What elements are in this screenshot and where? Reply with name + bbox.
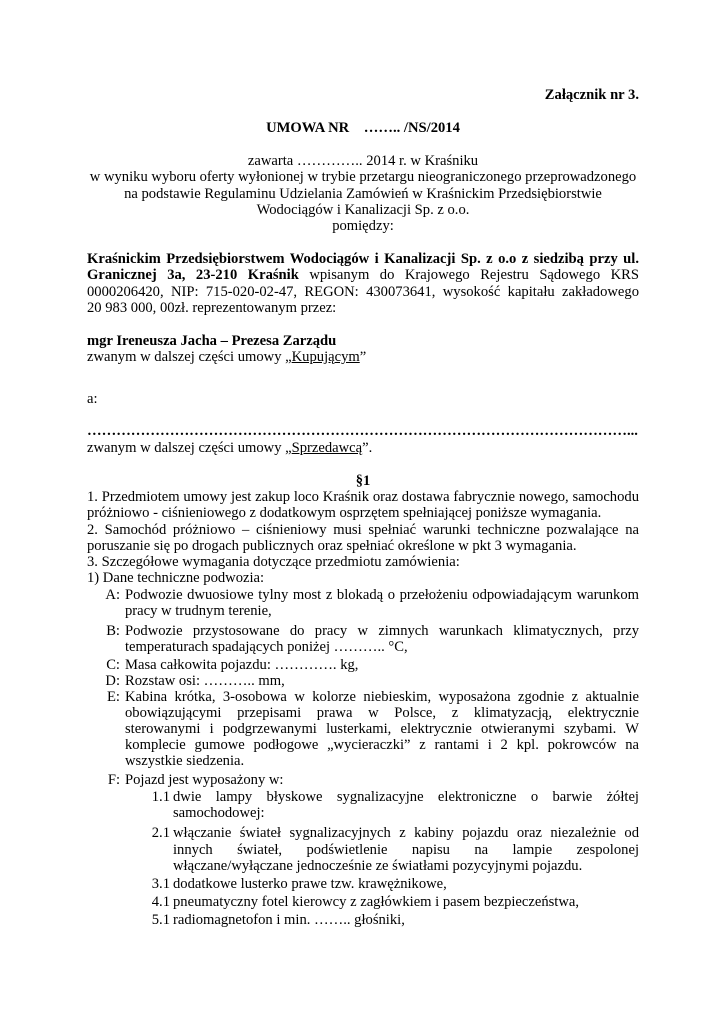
seller-name: Sprzedawcą bbox=[291, 440, 363, 456]
item-label: F: bbox=[107, 772, 120, 788]
item-label: D: bbox=[105, 673, 120, 689]
buyer-name: Kupującym bbox=[291, 349, 360, 365]
item-text-line: sterowanymi i podgrzewanymi lusterkami, elektrycznie otwieranymi szybami. W bbox=[125, 721, 639, 737]
item-text-line: Kabina krótka, 3-osobowa w kolorze niebieskim, wyposażona zgodnie z aktualnie bbox=[125, 689, 639, 705]
paragraph-3: 3. Szczegółowe wymagania dotyczące przedmiotu zamówienia: bbox=[87, 554, 460, 570]
contract-title: UMOWA NR …….. /NS/2014 bbox=[266, 120, 460, 136]
section-heading: §1 bbox=[355, 473, 371, 489]
intro-line-1: zawarta ………….. 2014 r. w Kraśniku bbox=[247, 153, 479, 169]
item-label: E: bbox=[107, 689, 120, 705]
sub-item-text-line: włączane/wyłączane jednocześnie ze światłami pozycyjnymi pojazdu. bbox=[173, 858, 583, 874]
sub-item-text-line: innych świateł, podświetlenie napisu na lampie zespolonej bbox=[173, 842, 639, 858]
buyer-suffix: ” bbox=[359, 349, 367, 365]
item-text-line: obowiązującymi przepisami prawa w Polsce, z klimatyzacją, elektrycznie bbox=[125, 705, 639, 721]
and-label: a: bbox=[87, 391, 98, 407]
sub-item-label: 1.1 bbox=[151, 789, 170, 805]
party1-registry: wpisanym do Krajowego Rejestru Sądowego KRS bbox=[298, 267, 639, 283]
item-text-line: Podwozie dwuosiowe tylny most z blokadą o przełożeniu odpowiadającym warunkom bbox=[125, 587, 639, 603]
sub-item-label: 4.1 bbox=[151, 894, 170, 910]
sub-item-label: 2.1 bbox=[151, 825, 170, 841]
buyer-prefix: zwanym w dalszej części umowy „ bbox=[87, 349, 292, 365]
intro-line-3: na podstawie Regulaminu Udzielania Zamówień w Kraśnickim Przedsiębiorstwie bbox=[124, 186, 602, 202]
item-text-line: Masa całkowita pojazdu: …………. kg, bbox=[125, 657, 359, 673]
buyer-line bbox=[87, 349, 366, 365]
item-label: C: bbox=[106, 657, 120, 673]
paragraph-4: 1) Dane techniczne podwozia: bbox=[87, 570, 265, 586]
seller-suffix: ”. bbox=[362, 440, 373, 456]
item-text-line: Rozstaw osi: ……….. mm, bbox=[125, 673, 285, 689]
intro-line-4: Wodociągów i Kanalizacji Sp. z o.o. bbox=[256, 202, 470, 218]
item-text-line: wszystkie siedzenia. bbox=[125, 753, 245, 769]
sub-item-label: 3.1 bbox=[151, 876, 170, 892]
paragraph-1-line-1: 1. Przedmiotem umowy jest zakup loco Kraśnik oraz dostawa fabrycznie nowego, samochodu bbox=[87, 489, 639, 505]
paragraph-2-line-1: 2. Samochód próżniowo – ciśnieniowy musi spełniać warunki techniczne pozwalające na bbox=[87, 522, 639, 538]
sub-item-text-line: dwie lampy błyskowe sygnalizacyjne elektroniczne o barwie żółtej bbox=[173, 789, 639, 805]
paragraph-2-line-2: poruszanie się po drogach publicznych oraz spełniać określone w pkt 3 wymagania. bbox=[87, 538, 577, 554]
sub-item-text-line: włączanie świateł sygnalizacyjnych z kabiny pojazdu oraz niezależnie od bbox=[173, 825, 639, 841]
party1-line-2 bbox=[87, 267, 639, 283]
party1-line-3: 0000206420, NIP: 715-020-02-47, REGON: 430073641, wysokość kapitału zakładowego bbox=[87, 284, 639, 300]
paragraph-1-line-2: próżniowo - ciśnieniowego z dodatkowym osprzętem spełniającej poniższe wymagania. bbox=[87, 505, 602, 521]
party1-line-4: 20 983 000, 00zł. reprezentowanym przez: bbox=[87, 300, 337, 316]
seller-line bbox=[87, 440, 372, 456]
sub-item-text-line: samochodowej: bbox=[173, 805, 265, 821]
sub-item-text-line: dodatkowe lusterko prawe tzw. krawężnikowe, bbox=[173, 876, 447, 892]
seller-placeholder: …………………………………………………………………………………………………... bbox=[87, 423, 638, 439]
intro-line-5: pomiędzy: bbox=[332, 218, 394, 234]
item-text-line: pracy w trudnym terenie, bbox=[125, 603, 272, 619]
sub-item-text-line: radiomagnetofon i min. …….. głośniki, bbox=[173, 912, 405, 928]
item-text-line: komplecie gumowe podłogowe „wycieraczki” z rantami i 2 kpl. pokrowców na bbox=[125, 737, 639, 753]
item-text-line: temperaturach spadających poniżej ……….. °C, bbox=[125, 639, 408, 655]
item-text-line: Podwozie przystosowane do pracy w zimnych warunkach klimatycznych, przy bbox=[125, 623, 639, 639]
party1-address: Granicznej 3a, 23-210 Kraśnik bbox=[87, 267, 299, 283]
sub-item-label: 5.1 bbox=[151, 912, 170, 928]
seller-prefix: zwanym w dalszej części umowy „ bbox=[87, 440, 292, 456]
representative: mgr Ireneusza Jacha – Prezesa Zarządu bbox=[87, 333, 337, 349]
intro-line-2: w wyniku wyboru oferty wyłonionej w trybie przetargu nieograniczonego przeprowadzonego bbox=[89, 169, 637, 185]
party1-line-1: Kraśnickim Przedsiębiorstwem Wodociągów i Kanalizacji Sp. z o.o z siedzibą przy ul. bbox=[87, 251, 639, 267]
item-label: B: bbox=[106, 623, 120, 639]
sub-item-text-line: pneumatyczny fotel kierowcy z zagłówkiem i pasem bezpieczeństwa, bbox=[173, 894, 580, 910]
attachment-label: Załącznik nr 3. bbox=[544, 87, 639, 103]
item-label: A: bbox=[105, 587, 120, 603]
item-text-line: Pojazd jest wyposażony w: bbox=[125, 772, 284, 788]
